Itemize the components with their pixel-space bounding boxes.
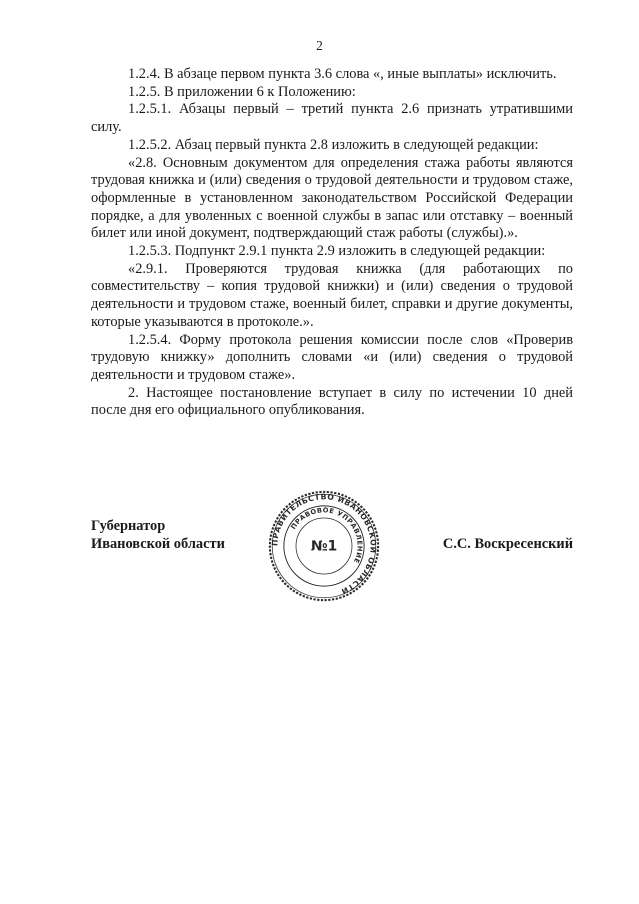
signatory-title-line-1: Губернатор bbox=[91, 518, 166, 534]
seal-inner-text: ПРАВОВОЕ УПРАВЛЕНИЕ bbox=[289, 506, 364, 565]
paragraph-1-2-5: 1.2.5. В приложении 6 к Положению: bbox=[128, 83, 356, 100]
document-body bbox=[91, 66, 573, 420]
svg-text:ПРАВОВОЕ УПРАВЛЕНИЕ bbox=[289, 506, 363, 564]
seal-center-number: №1 bbox=[310, 538, 338, 555]
paragraph-1-2-4: 1.2.4. В абзаце первом пункта 3.6 слова «, иные выплаты» исключить. bbox=[128, 66, 557, 82]
signatory-position bbox=[91, 518, 225, 553]
seal-outer-text: ПРАВИТЕЛЬСТВО ИВАНОВСКОЙ ОБЛАСТИ bbox=[270, 492, 378, 597]
paragraph-1-2-5-4: 1.2.5.4. Форму протокола решения комиссии после слов «Проверив трудовую книжку» дополнить словами «и (или) сведения о трудовой деятельности и трудовом стаже». bbox=[91, 331, 573, 383]
paragraph-1-2-5-3: 1.2.5.3. Подпункт 2.9.1 пункта 2.9 изложить в следующей редакции: bbox=[128, 243, 546, 260]
official-seal-stamp bbox=[268, 490, 380, 602]
paragraph-2-effective-date: 2. Настоящее постановление вступает в силу по истечении 10 дней после дня его официального опубликования. bbox=[91, 384, 573, 419]
page-number: 2 bbox=[316, 38, 323, 53]
paragraph-1-2-5-1: 1.2.5.1. Абзацы первый – третий пункта 2.6 признать утратившими силу. bbox=[91, 101, 573, 136]
quoted-clause-2-9-1: «2.9.1. Проверяются трудовая книжка (для работающих по совместительству – копия трудовой книжки) и (или) сведения о трудовой деятельности и трудовом стаже, военный билет, справки и другие документы, которые указываются в протоколе.». bbox=[91, 260, 573, 330]
signatory-title-line-2: Ивановской области bbox=[91, 535, 225, 552]
signatory-name: С.С. Воскресенский bbox=[442, 535, 573, 552]
paragraph-1-2-5-2: 1.2.5.2. Абзац первый пункта 2.8 изложить в следующей редакции: bbox=[128, 136, 539, 153]
quoted-clause-2-8: «2.8. Основным документом для определения стажа работы являются трудовая книжка и (или) сведения о трудовой деятельности и трудовом стаже, оформленные в установленном законодательством Российской Федерации порядке, а для уволенных с военной службы в запас или отставку – военный билет или иной документ, подтверждающий стаж работы (службы).». bbox=[91, 154, 573, 242]
